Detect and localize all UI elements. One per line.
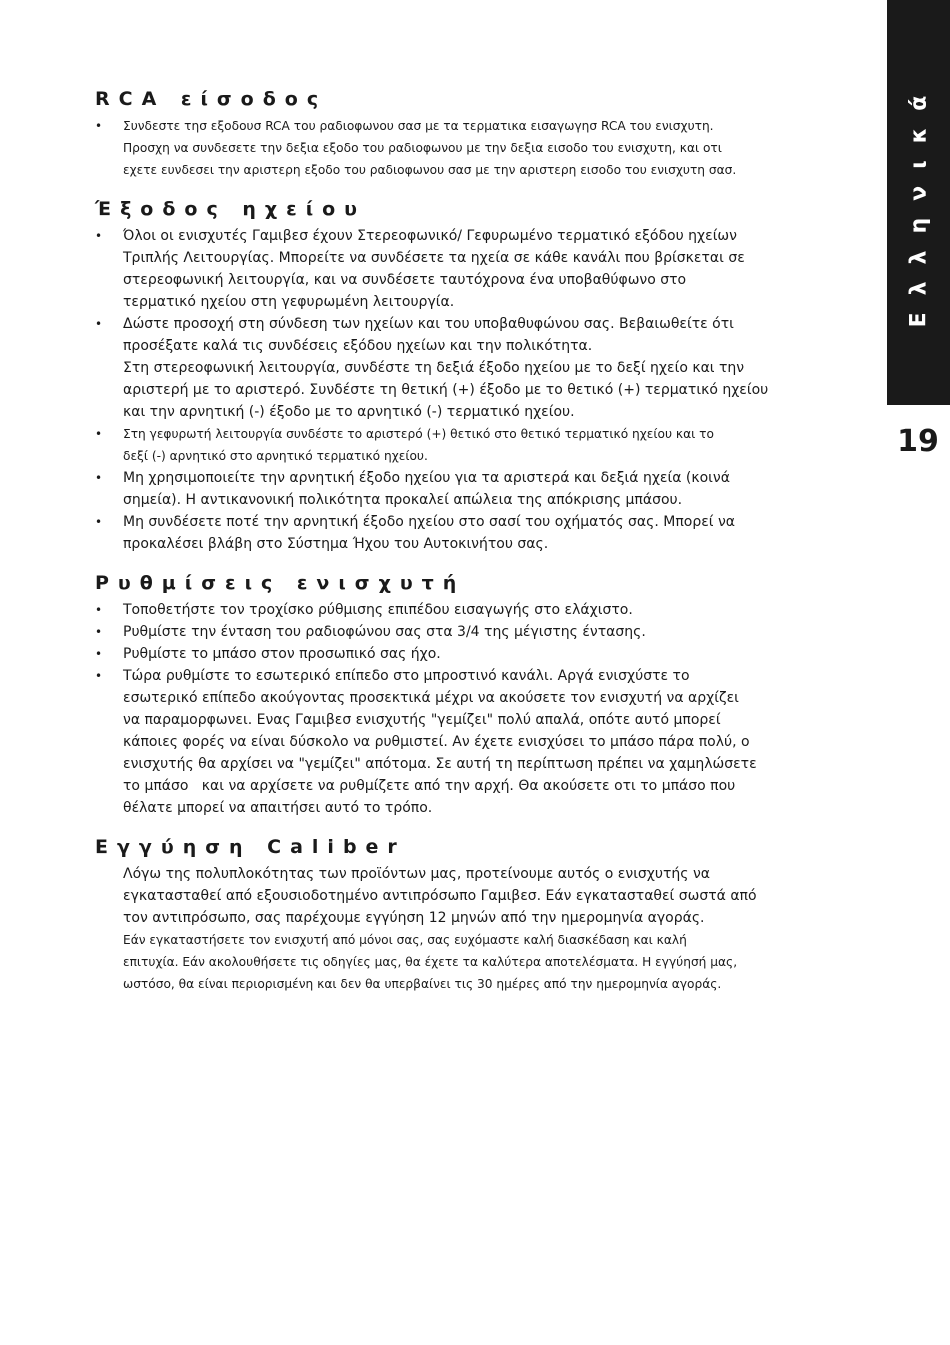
- list-item: [95, 643, 835, 665]
- list-item: [95, 115, 835, 181]
- section-speaker-output: [95, 197, 835, 555]
- text-line: και την αρνητική (-) έξοδο με το αρνητικό (-) τερματικό ηχείου.: [123, 404, 575, 420]
- paragraph: [95, 863, 835, 929]
- text-line: • Όλοι οι ενισχυτές Γαμιβεσ έχουν Στερεοφωνικό/ Γεφυρωμένο τερματικό εξόδου ηχείων: [123, 228, 737, 244]
- section-heading: RCA είσοδος: [95, 88, 328, 110]
- text-line: Στη στερεοφωνική λειτουργία, συνδέστε τη δεξιά έξοδο ηχείου με το δεξί ηχείο και την: [123, 360, 745, 376]
- section-heading: Ρυθμίσεις ενισχυτή: [95, 572, 466, 594]
- section-heading: Εγγύηση Caliber: [95, 836, 406, 858]
- section-warranty: [95, 835, 835, 995]
- list-item: [95, 467, 835, 511]
- text-line: • Δώστε προσοχή στη σύνδεση των ηχείων και του υποβαθυφώνου σας. Βεβαιωθείτε ότι: [123, 316, 734, 332]
- list-item: [95, 599, 835, 621]
- text-line: Λόγω της πολυπλοκότητας των προϊόντων μας, προτείνουμε αυτός ο ενισχυτής να: [123, 866, 711, 882]
- text-line: προκαλέσει βλάβη στο Σύστημα Ήχου του Αυτοκινήτου σας.: [123, 536, 549, 552]
- bullet-list: [95, 599, 835, 819]
- language-tab: [887, 0, 950, 405]
- bullet-list: [95, 225, 835, 555]
- text-line: δεξί (-) αρνητικό στο αρνητικό τερματικό ηχείου.: [123, 449, 428, 463]
- text-line: αριστερή με το αριστερό. Συνδέστε τη θετική (+) έξοδο με το θετικό (+) τερματικό ηχείου: [123, 382, 769, 398]
- section-amplifier-settings: [95, 571, 835, 819]
- text-line: • Τοποθετήστε τον τροχίσκο ρύθμισης επιπέδου εισαγωγής στο ελάχιστο.: [123, 602, 633, 618]
- text-line: κάποιες φορές να είναι δύσκολο να ρυθμιστεί. Αν έχετε ενισχύσει το μπάσο πάρα πολύ, ο: [123, 734, 750, 750]
- text-line: • Τώρα ρυθμίστε το εσωτερικό επίπεδο στο μπροστινό κανάλι. Αργά ενισχύστε το: [123, 668, 690, 684]
- text-line: να παραμορφωνει. Ενας Γαμιβεσ ενισχυτής "γεμίζει" πολύ απαλά, οπότε αυτό μπορεί: [123, 712, 721, 728]
- text-line: σημεία). Η αντικανονική πολικότητα προκαλεί απώλεια της απόκρισης μπάσου.: [123, 492, 683, 508]
- text-line: εσωτερικό επίπεδο ακούγοντας προσεκτικά μέχρι να ακούσετε τον ενισχυτή να αρχίζει: [123, 690, 739, 706]
- text-line: εχετε ευνδεσει την αριστερη εξοδο του ραδιοφωνου σασ με την αριστερη εισοδο του ενισχυτη σασ.: [123, 163, 737, 177]
- text-line: • Ρυθμίστε την ένταση του ραδιοφώνου σας στα 3/4 της μέγιστης έντασης.: [123, 624, 646, 640]
- list-item: [95, 621, 835, 643]
- paragraph: [95, 929, 835, 995]
- text-line: • Μη συνδέσετε ποτέ την αρνητική έξοδο ηχείου στο σασί του οχήματός σας. Μπορεί να: [123, 514, 736, 530]
- page-number: 19: [897, 424, 939, 459]
- text-line: ενισχυτής θα αρχίσει να "γεμίζει" απότομα. Σε αυτή τη περίπτωση πρέπει να χαμηλώσετε: [123, 756, 757, 772]
- text-line: τον αντιπρόσωπο, σας παρέχουμε εγγύηση 12 μηνών από την ημερομηνία αγοράς.: [123, 910, 705, 926]
- list-item: [95, 423, 835, 467]
- text-line: στερεοφωνική λειτουργία, και να συνδέσετε ταυτόχρονα ένα υποβαθύφωνο στο: [123, 272, 687, 288]
- text-line: • Στη γεφυρωτή λειτουργία συνδέστε το αριστερό (+) θετικό στο θετικό τερματικό ηχείου και το: [123, 427, 714, 441]
- text-line: επιτυχία. Εάν ακολουθήσετε τις οδηγίες μας, θα έχετε τα καλύτερα αποτελέσματα. Η εγγύησή μας,: [123, 955, 738, 969]
- language-tab-label: Ελληνικά: [906, 78, 931, 327]
- text-line: Εάν εγκαταστήσετε τον ενισχυτή από μόνοι σας, σας ευχόμαστε καλή διασκέδαση και καλή: [123, 933, 687, 947]
- bullet-list: [95, 115, 835, 181]
- text-line: Τριπλής Λειτουργίας. Μπορείτε να συνδέσετε τα ηχεία σε κάθε κανάλι που βρίσκεται σε: [123, 250, 745, 266]
- page-content: [95, 87, 835, 1011]
- text-line: ωστόσο, θα είναι περιορισμένη και δεν θα υπερβαίνει τις 30 ημέρες από την ημερομηνία αγοράς.: [123, 977, 722, 991]
- text-line: • Ρυθμίστε το μπάσο στον προσωπικό σας ήχο.: [123, 646, 441, 662]
- text-line: προσέξατε καλά τις συνδέσεις εξόδου ηχείων και την πολικότητα.: [123, 338, 593, 354]
- text-line: θέλατε μπορεί να απαιτήσει αυτό το τρόπο.: [123, 800, 433, 816]
- text-line: εγκατασταθεί από εξουσιοδοτημένο αντιπρόσωπο Γαμιβεσ. Εάν εγκατασταθεί σωστά από: [123, 888, 757, 904]
- text-line: τερματικό ηχείου στη γεφυρωμένη λειτουργία.: [123, 294, 455, 310]
- list-item: [95, 511, 835, 555]
- section-heading: Έξοδος ηχείου: [95, 198, 366, 220]
- text-line: Προσχη να συνδεσετε την δεξια εξοδο του ραδιοφωνου με την δεξια εισοδο του ενισχυτη, και οτι: [123, 141, 722, 155]
- text-line: το μπάσο και να αρχίσετε να ρυθμίζετε από την αρχή. Θα ακούσετε οτι το μπάσο που: [123, 778, 736, 794]
- text-line: • Μη χρησιμοποιείτε την αρνητική έξοδο ηχείου για τα αριστερά και δεξιά ηχεία (κοινά: [123, 470, 730, 486]
- section-rca-input: [95, 87, 835, 181]
- list-item: [95, 313, 835, 423]
- list-item: [95, 665, 835, 819]
- text-line: • Συνδεστε τησ εξοδουσ RCA του ραδιοφωνου σασ με τα τερματικα εισαγωγησ RCA του ενισχυτη.: [123, 119, 714, 133]
- list-item: [95, 225, 835, 313]
